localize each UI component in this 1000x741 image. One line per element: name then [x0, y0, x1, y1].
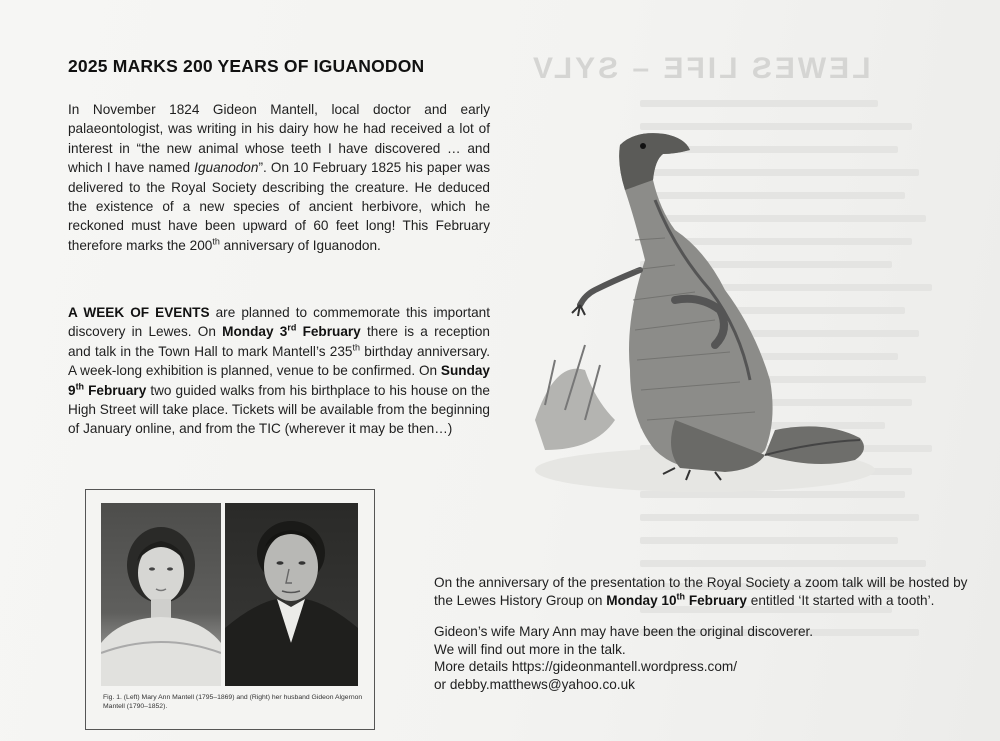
events-text-4: two guided walks from his birthplace to his house on the High Street will take place. Tickets will be available from the beginning of January online, and from the TIC (wherever it may be then…): [68, 382, 490, 437]
iguanodon-illustration: [525, 120, 885, 520]
events-date-2-sup: th: [75, 381, 85, 392]
woman-portrait-drawing: [101, 503, 221, 686]
events-text-1: are planned to commemorate this important discovery in Lewes. On: [68, 305, 490, 340]
events-date-1-day: Monday 3: [222, 324, 288, 340]
intro-italic: Iguanodon: [194, 160, 259, 176]
intro-text-2: ”. On 10 February 1825 his paper was delivered to the Royal Society describing the creature. He deduced the existence of a new species of ancient herbivore, which he reckoned must have been upward of 60 feet long! This February therefore marks the 200: [68, 160, 490, 253]
events-lead: A WEEK OF EVENTS: [68, 305, 210, 320]
show-through-heading: LEWES LIFE – SYLV: [530, 52, 871, 85]
zoom-talk-date-day: Monday 10: [606, 592, 677, 608]
gideon-portrait: [225, 503, 358, 686]
portrait-figure: [85, 489, 375, 730]
events-sup: th: [352, 342, 361, 353]
find-out-line: We will find out more in the talk.: [434, 641, 626, 657]
man-portrait-drawing: [225, 503, 358, 686]
zoom-talk-date-sup: th: [676, 591, 686, 602]
events-date-1-month: February: [296, 324, 361, 340]
events-date-1-sup: rd: [287, 322, 297, 333]
details-link-line: More details https://gideonmantell.wordpress.com/: [434, 659, 737, 675]
figure-caption: Fig. 1. (Left) Mary Ann Mantell (1795–1869) and (Right) her husband Gideon Algernon Mantell (1790–1852).: [103, 694, 363, 710]
zoom-talk-date-month: February: [685, 592, 747, 608]
zoom-talk-date: [606, 593, 747, 608]
events-date-1: [222, 324, 361, 339]
events-paragraph: [68, 303, 490, 439]
article-title: 2025 MARKS 200 YEARS OF IGUANODON: [68, 56, 425, 76]
intro-sup: th: [212, 236, 220, 247]
intro-text-1: In November 1824 Gideon Mantell, local doctor and early palaeontologist, was writing in his dairy how he had received a lot of interest in “the new animal whose teeth I have discovered … and which I have named: [68, 102, 490, 176]
events-text-3: birthday anniversary. A week-long exhibition is planned, venue to be confirmed. On: [68, 343, 491, 379]
zoom-talk-paragraph: [434, 574, 974, 694]
discoverer-line: Gideon’s wife Mary Ann may have been the original discoverer.: [434, 624, 814, 640]
events-text-2: there is a reception and talk in the Town Hall to mark Mantell’s 235: [68, 324, 490, 359]
email-line: or debby.matthews@yahoo.co.uk: [434, 676, 635, 692]
zoom-talk-text: [434, 574, 974, 609]
events-date-2-month: February: [84, 382, 147, 398]
zoom-talk-text-2: entitled ‘It started with a tooth’.: [747, 592, 935, 608]
intro-text-3: anniversary of Iguanodon.: [219, 237, 381, 253]
events-date-2-day: Sunday 9: [68, 363, 490, 398]
mary-ann-portrait: [101, 503, 221, 686]
intro-paragraph: [68, 100, 490, 255]
zoom-talk-text-1: On the anniversary of the presentation to the Royal Society a zoom talk will be hosted by the Lewes History Group on: [434, 575, 968, 608]
